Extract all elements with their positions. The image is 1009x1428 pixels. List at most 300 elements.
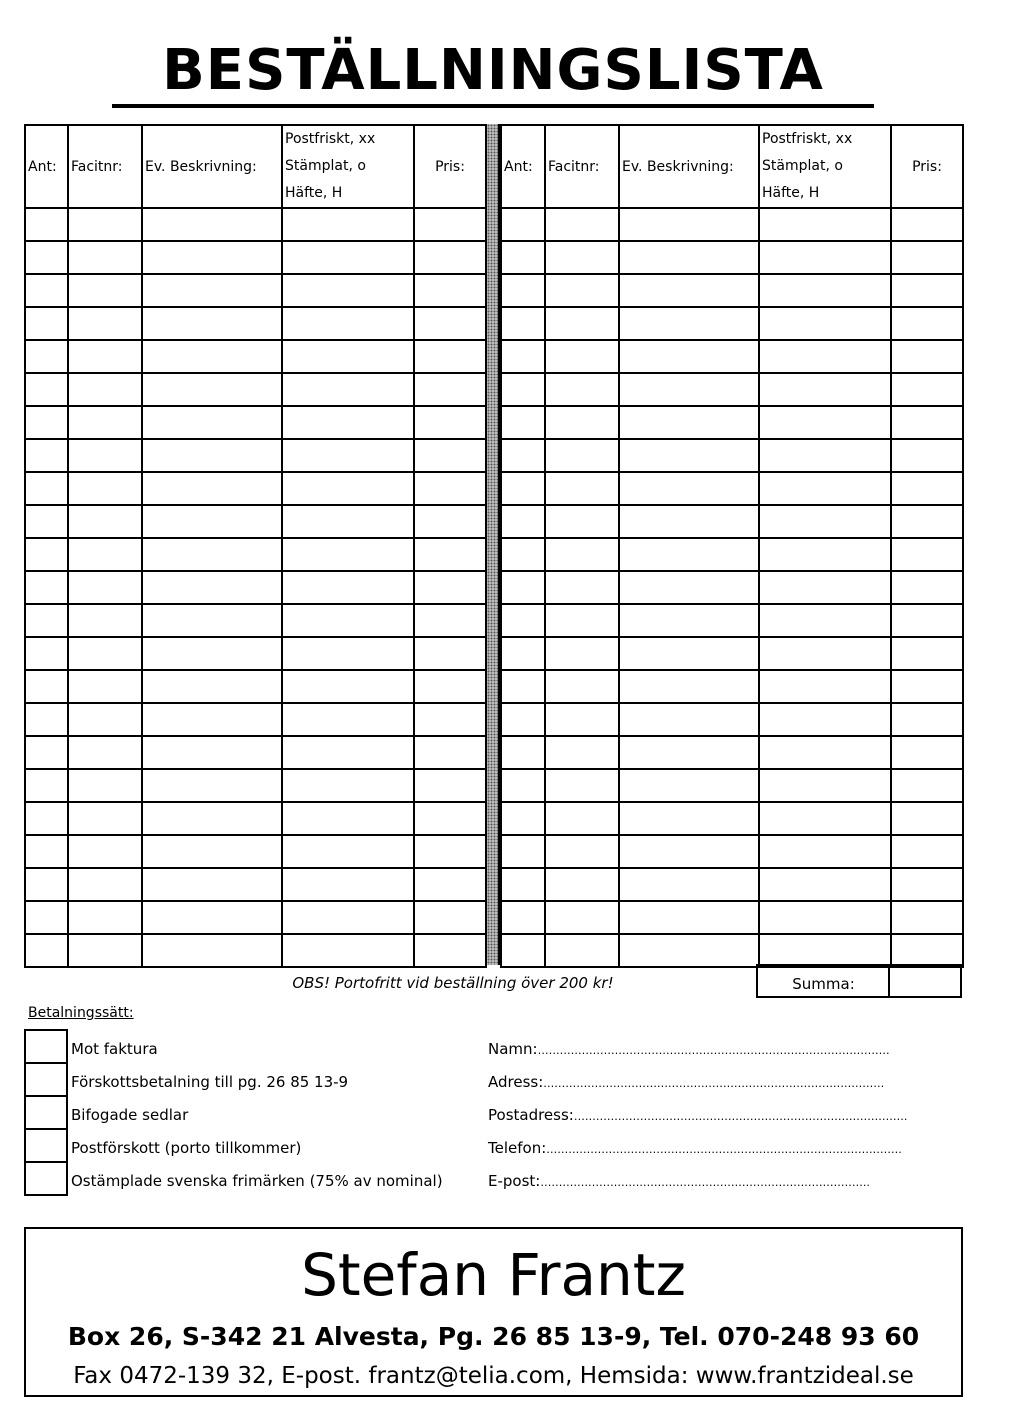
table-cell[interactable] bbox=[414, 571, 486, 604]
table-cell[interactable] bbox=[25, 604, 68, 637]
table-cell[interactable] bbox=[891, 835, 963, 868]
table-cell[interactable] bbox=[414, 307, 486, 340]
table-cell[interactable] bbox=[142, 835, 282, 868]
table-cell[interactable] bbox=[414, 934, 486, 967]
table-cell[interactable] bbox=[282, 538, 414, 571]
address-field[interactable] bbox=[488, 1072, 884, 1094]
header-condition-line: Stämplat, o bbox=[285, 158, 366, 174]
table-cell[interactable] bbox=[68, 208, 142, 241]
table-row bbox=[25, 835, 486, 868]
table-cell[interactable] bbox=[545, 373, 619, 406]
table-cell[interactable] bbox=[619, 439, 759, 472]
table-cell[interactable] bbox=[282, 505, 414, 538]
table-cell[interactable] bbox=[891, 472, 963, 505]
table-cell[interactable] bbox=[619, 538, 759, 571]
table-cell[interactable] bbox=[142, 901, 282, 934]
table-cell[interactable] bbox=[619, 736, 759, 769]
table-row bbox=[25, 472, 486, 505]
table-cell[interactable] bbox=[142, 406, 282, 439]
dotted-line: ………………………………………………………………………………… bbox=[543, 1077, 885, 1090]
table-cell[interactable] bbox=[759, 208, 891, 241]
table-cell[interactable] bbox=[414, 439, 486, 472]
table-cell[interactable] bbox=[759, 307, 891, 340]
table-cell[interactable] bbox=[759, 835, 891, 868]
table-cell[interactable] bbox=[759, 241, 891, 274]
table-cell[interactable] bbox=[891, 274, 963, 307]
table-cell[interactable] bbox=[545, 571, 619, 604]
table-cell[interactable] bbox=[501, 802, 545, 835]
order-table-right bbox=[500, 124, 964, 968]
table-cell[interactable] bbox=[501, 373, 545, 406]
table-cell[interactable] bbox=[142, 604, 282, 637]
table-cell[interactable] bbox=[891, 406, 963, 439]
table-cell[interactable] bbox=[142, 637, 282, 670]
table-cell[interactable] bbox=[68, 637, 142, 670]
table-cell[interactable] bbox=[25, 769, 68, 802]
table-cell[interactable] bbox=[891, 439, 963, 472]
table-row bbox=[25, 637, 486, 670]
table-row bbox=[501, 307, 963, 340]
table-cell[interactable] bbox=[142, 769, 282, 802]
table-cell[interactable] bbox=[142, 340, 282, 373]
table-cell[interactable] bbox=[545, 307, 619, 340]
table-cell[interactable] bbox=[545, 538, 619, 571]
header-pris: Pris: bbox=[414, 125, 486, 208]
table-cell[interactable] bbox=[142, 670, 282, 703]
summa-field[interactable] bbox=[888, 964, 962, 998]
table-cell[interactable] bbox=[142, 703, 282, 736]
table-cell[interactable] bbox=[25, 835, 68, 868]
table-cell[interactable] bbox=[501, 208, 545, 241]
table-cell[interactable] bbox=[25, 670, 68, 703]
table-cell[interactable] bbox=[414, 769, 486, 802]
table-cell[interactable] bbox=[68, 307, 142, 340]
header-ant: Ant: bbox=[25, 125, 68, 208]
table-cell[interactable] bbox=[501, 241, 545, 274]
table-cell[interactable] bbox=[891, 703, 963, 736]
dotted-line: ………………………………………………………………………………. bbox=[573, 1110, 908, 1123]
header-condition-line: Stämplat, o bbox=[762, 158, 843, 174]
table-cell[interactable] bbox=[545, 505, 619, 538]
table-cell[interactable] bbox=[142, 373, 282, 406]
table-cell[interactable] bbox=[25, 901, 68, 934]
table-cell[interactable] bbox=[68, 736, 142, 769]
table-cell[interactable] bbox=[759, 373, 891, 406]
table-cell[interactable] bbox=[414, 472, 486, 505]
dotted-line: ……………………………………………………………………………………. bbox=[546, 1143, 902, 1156]
table-cell[interactable] bbox=[68, 406, 142, 439]
table-cell[interactable] bbox=[282, 340, 414, 373]
payment-option-label: Postförskott (porto tillkommer) bbox=[71, 1139, 302, 1157]
table-cell[interactable] bbox=[619, 505, 759, 538]
table-cell[interactable] bbox=[25, 274, 68, 307]
table-row bbox=[501, 868, 963, 901]
table-cell[interactable] bbox=[501, 703, 545, 736]
table-cell[interactable] bbox=[25, 208, 68, 241]
table-row bbox=[501, 802, 963, 835]
name-field[interactable] bbox=[488, 1039, 890, 1061]
table-cell[interactable] bbox=[545, 901, 619, 934]
table-cell[interactable] bbox=[759, 769, 891, 802]
table-row bbox=[501, 538, 963, 571]
table-cell[interactable] bbox=[759, 472, 891, 505]
table-cell[interactable] bbox=[501, 769, 545, 802]
table-cell[interactable] bbox=[25, 736, 68, 769]
table-cell[interactable] bbox=[282, 637, 414, 670]
table-cell[interactable] bbox=[142, 505, 282, 538]
table-cell[interactable] bbox=[414, 736, 486, 769]
table-cell[interactable] bbox=[414, 835, 486, 868]
table-cell[interactable] bbox=[282, 736, 414, 769]
table-cell[interactable] bbox=[142, 307, 282, 340]
table-cell[interactable] bbox=[891, 208, 963, 241]
table-cell[interactable] bbox=[414, 802, 486, 835]
table-cell[interactable] bbox=[891, 571, 963, 604]
payment-heading: Betalningssätt: bbox=[28, 1005, 134, 1021]
table-cell[interactable] bbox=[414, 637, 486, 670]
table-cell[interactable] bbox=[501, 274, 545, 307]
table-cell[interactable] bbox=[545, 769, 619, 802]
table-row bbox=[25, 604, 486, 637]
table-cell[interactable] bbox=[142, 274, 282, 307]
table-cell[interactable] bbox=[619, 670, 759, 703]
table-cell[interactable] bbox=[68, 538, 142, 571]
table-cell[interactable] bbox=[545, 736, 619, 769]
table-cell[interactable] bbox=[619, 934, 759, 967]
table-cell[interactable] bbox=[545, 340, 619, 373]
table-cell[interactable] bbox=[759, 736, 891, 769]
email-field[interactable] bbox=[488, 1171, 870, 1193]
table-cell[interactable] bbox=[414, 406, 486, 439]
table-cell[interactable] bbox=[545, 703, 619, 736]
email-label: E-post: bbox=[488, 1172, 541, 1190]
table-cell[interactable] bbox=[414, 703, 486, 736]
table-row bbox=[25, 307, 486, 340]
table-cell[interactable] bbox=[759, 604, 891, 637]
table-cell[interactable] bbox=[142, 208, 282, 241]
table-cell[interactable] bbox=[891, 934, 963, 967]
table-cell[interactable] bbox=[414, 241, 486, 274]
table-row bbox=[25, 241, 486, 274]
table-cell[interactable] bbox=[545, 406, 619, 439]
table-cell[interactable] bbox=[282, 571, 414, 604]
table-cell[interactable] bbox=[759, 901, 891, 934]
table-cell[interactable] bbox=[414, 901, 486, 934]
table-cell[interactable] bbox=[501, 439, 545, 472]
table-cell[interactable] bbox=[759, 868, 891, 901]
table-cell[interactable] bbox=[891, 373, 963, 406]
table-cell[interactable] bbox=[68, 373, 142, 406]
table-cell[interactable] bbox=[545, 241, 619, 274]
table-cell[interactable] bbox=[414, 274, 486, 307]
table-cell[interactable] bbox=[25, 571, 68, 604]
table-cell[interactable] bbox=[68, 439, 142, 472]
table-cell[interactable] bbox=[25, 703, 68, 736]
table-cell[interactable] bbox=[891, 241, 963, 274]
table-cell[interactable] bbox=[142, 472, 282, 505]
table-cell[interactable] bbox=[25, 802, 68, 835]
phone-field[interactable] bbox=[488, 1138, 902, 1160]
table-cell[interactable] bbox=[759, 802, 891, 835]
table-cell[interactable] bbox=[891, 637, 963, 670]
table-cell[interactable] bbox=[68, 670, 142, 703]
table-cell[interactable] bbox=[759, 934, 891, 967]
table-cell[interactable] bbox=[282, 439, 414, 472]
table-row bbox=[25, 274, 486, 307]
table-cell[interactable] bbox=[142, 538, 282, 571]
table-cell[interactable] bbox=[759, 340, 891, 373]
table-cell[interactable] bbox=[414, 208, 486, 241]
table-row bbox=[501, 835, 963, 868]
table-row bbox=[501, 472, 963, 505]
table-cell[interactable] bbox=[545, 802, 619, 835]
table-cell[interactable] bbox=[619, 604, 759, 637]
table-cell[interactable] bbox=[282, 241, 414, 274]
table-cell[interactable] bbox=[25, 340, 68, 373]
table-cell[interactable] bbox=[501, 670, 545, 703]
table-cell[interactable] bbox=[414, 340, 486, 373]
table-cell[interactable] bbox=[891, 769, 963, 802]
table-cell[interactable] bbox=[68, 241, 142, 274]
table-row bbox=[501, 571, 963, 604]
table-cell[interactable] bbox=[282, 835, 414, 868]
table-cell[interactable] bbox=[619, 340, 759, 373]
table-header-row bbox=[25, 125, 486, 208]
table-cell[interactable] bbox=[501, 472, 545, 505]
table-cell[interactable] bbox=[68, 472, 142, 505]
table-cell[interactable] bbox=[25, 472, 68, 505]
table-cell[interactable] bbox=[142, 868, 282, 901]
table-cell[interactable] bbox=[759, 670, 891, 703]
table-cell[interactable] bbox=[619, 703, 759, 736]
header-beskrivning: Ev. Beskrivning: bbox=[142, 125, 282, 208]
table-cell[interactable] bbox=[25, 868, 68, 901]
table-cell[interactable] bbox=[282, 703, 414, 736]
table-cell[interactable] bbox=[68, 604, 142, 637]
footer-address-line: Box 26, S-342 21 Alvesta, Pg. 26 85 13-9, Tel. 070-248 93 60 bbox=[67, 1322, 920, 1351]
table-cell[interactable] bbox=[619, 241, 759, 274]
table-cell[interactable] bbox=[501, 604, 545, 637]
table-cell[interactable] bbox=[68, 901, 142, 934]
table-body-right bbox=[501, 208, 963, 967]
table-cell[interactable] bbox=[68, 802, 142, 835]
table-cell[interactable] bbox=[501, 406, 545, 439]
table-cell[interactable] bbox=[759, 439, 891, 472]
table-cell[interactable] bbox=[282, 802, 414, 835]
table-row bbox=[25, 736, 486, 769]
table-cell[interactable] bbox=[619, 406, 759, 439]
table-cell[interactable] bbox=[501, 571, 545, 604]
table-cell[interactable] bbox=[25, 307, 68, 340]
page-title: BESTÄLLNINGSLISTA bbox=[112, 38, 874, 108]
table-cell[interactable] bbox=[545, 439, 619, 472]
table-cell[interactable] bbox=[545, 637, 619, 670]
name-label: Namn: bbox=[488, 1040, 538, 1058]
table-cell[interactable] bbox=[501, 901, 545, 934]
table-cell[interactable] bbox=[282, 373, 414, 406]
table-cell[interactable] bbox=[282, 307, 414, 340]
table-cell[interactable] bbox=[759, 637, 891, 670]
table-cell[interactable] bbox=[619, 373, 759, 406]
table-cell[interactable] bbox=[68, 868, 142, 901]
table-cell[interactable] bbox=[891, 307, 963, 340]
table-row bbox=[25, 538, 486, 571]
table-cell[interactable] bbox=[891, 901, 963, 934]
summa-label: Summa: bbox=[756, 964, 889, 998]
table-cell[interactable] bbox=[501, 307, 545, 340]
table-cell[interactable] bbox=[619, 472, 759, 505]
table-cell[interactable] bbox=[414, 670, 486, 703]
table-cell[interactable] bbox=[68, 274, 142, 307]
table-cell[interactable] bbox=[68, 505, 142, 538]
table-cell[interactable] bbox=[759, 703, 891, 736]
table-cell[interactable] bbox=[891, 802, 963, 835]
table-cell[interactable] bbox=[545, 670, 619, 703]
table-cell[interactable] bbox=[25, 406, 68, 439]
table-row bbox=[25, 373, 486, 406]
table-cell[interactable] bbox=[545, 868, 619, 901]
table-cell[interactable] bbox=[891, 604, 963, 637]
table-row bbox=[25, 901, 486, 934]
table-cell[interactable] bbox=[282, 769, 414, 802]
header-beskrivning: Ev. Beskrivning: bbox=[619, 125, 759, 208]
table-cell[interactable] bbox=[282, 868, 414, 901]
payment-option-label: Mot faktura bbox=[71, 1040, 158, 1058]
payment-option-label: Ostämplade svenska frimärken (75% av nominal) bbox=[71, 1172, 443, 1190]
table-row bbox=[501, 439, 963, 472]
table-cell[interactable] bbox=[545, 934, 619, 967]
table-cell[interactable] bbox=[501, 934, 545, 967]
table-body-left bbox=[25, 208, 486, 967]
table-cell[interactable] bbox=[282, 472, 414, 505]
table-cell[interactable] bbox=[414, 538, 486, 571]
table-cell[interactable] bbox=[25, 637, 68, 670]
column-separator bbox=[485, 124, 500, 965]
table-cell[interactable] bbox=[619, 571, 759, 604]
table-cell[interactable] bbox=[142, 571, 282, 604]
table-cell[interactable] bbox=[891, 505, 963, 538]
table-cell[interactable] bbox=[282, 604, 414, 637]
table-cell[interactable] bbox=[619, 307, 759, 340]
table-cell[interactable] bbox=[545, 472, 619, 505]
table-row bbox=[25, 934, 486, 967]
table-row bbox=[501, 934, 963, 967]
table-cell[interactable] bbox=[501, 538, 545, 571]
payment-checkbox[interactable] bbox=[24, 1095, 68, 1130]
payment-checkbox[interactable] bbox=[24, 1128, 68, 1163]
table-cell[interactable] bbox=[282, 934, 414, 967]
table-cell[interactable] bbox=[282, 406, 414, 439]
table-cell[interactable] bbox=[282, 208, 414, 241]
table-cell[interactable] bbox=[68, 340, 142, 373]
table-cell[interactable] bbox=[414, 868, 486, 901]
table-cell[interactable] bbox=[282, 670, 414, 703]
payment-checkbox[interactable] bbox=[24, 1062, 68, 1097]
table-row bbox=[25, 802, 486, 835]
header-condition-line: Postfriskt, xx bbox=[762, 131, 853, 147]
order-table-left bbox=[24, 124, 487, 968]
table-cell[interactable] bbox=[142, 241, 282, 274]
table-cell[interactable] bbox=[25, 538, 68, 571]
table-cell[interactable] bbox=[619, 868, 759, 901]
table-cell[interactable] bbox=[414, 604, 486, 637]
table-cell[interactable] bbox=[891, 538, 963, 571]
table-cell[interactable] bbox=[619, 274, 759, 307]
table-cell[interactable] bbox=[414, 505, 486, 538]
table-cell[interactable] bbox=[545, 835, 619, 868]
table-cell[interactable] bbox=[501, 736, 545, 769]
table-cell[interactable] bbox=[142, 802, 282, 835]
table-cell[interactable] bbox=[619, 637, 759, 670]
payment-checkbox[interactable] bbox=[24, 1161, 68, 1196]
table-cell[interactable] bbox=[142, 736, 282, 769]
table-cell[interactable] bbox=[759, 274, 891, 307]
table-cell[interactable] bbox=[25, 934, 68, 967]
dotted-line: …………………………………………………………………………………… bbox=[537, 1044, 890, 1057]
payment-checkbox[interactable] bbox=[24, 1029, 68, 1064]
table-cell[interactable] bbox=[619, 769, 759, 802]
table-cell[interactable] bbox=[891, 736, 963, 769]
footer-contact-line: Fax 0472-139 32, E-post. frantz@telia.com, Hemsida: www.frantzideal.se bbox=[73, 1363, 914, 1389]
table-row bbox=[501, 769, 963, 802]
table-cell[interactable] bbox=[501, 868, 545, 901]
table-cell[interactable] bbox=[282, 901, 414, 934]
table-cell[interactable] bbox=[68, 571, 142, 604]
table-cell[interactable] bbox=[282, 274, 414, 307]
table-cell[interactable] bbox=[891, 670, 963, 703]
table-cell[interactable] bbox=[25, 439, 68, 472]
table-cell[interactable] bbox=[619, 802, 759, 835]
table-cell[interactable] bbox=[619, 901, 759, 934]
table-cell[interactable] bbox=[68, 769, 142, 802]
table-cell[interactable] bbox=[619, 835, 759, 868]
table-cell[interactable] bbox=[501, 835, 545, 868]
table-cell[interactable] bbox=[501, 505, 545, 538]
table-cell[interactable] bbox=[545, 274, 619, 307]
table-cell[interactable] bbox=[619, 208, 759, 241]
table-cell[interactable] bbox=[68, 835, 142, 868]
postal-address-field[interactable] bbox=[488, 1105, 907, 1127]
table-cell[interactable] bbox=[759, 538, 891, 571]
header-condition-line: Häfte, H bbox=[762, 185, 820, 201]
table-cell[interactable] bbox=[25, 505, 68, 538]
table-cell[interactable] bbox=[545, 208, 619, 241]
table-cell[interactable] bbox=[891, 868, 963, 901]
header-facitnr: Facitnr: bbox=[545, 125, 619, 208]
header-condition-line: Häfte, H bbox=[285, 185, 343, 201]
table-cell[interactable] bbox=[759, 505, 891, 538]
table-cell[interactable] bbox=[68, 703, 142, 736]
table-cell[interactable] bbox=[414, 373, 486, 406]
table-cell[interactable] bbox=[142, 934, 282, 967]
table-cell[interactable] bbox=[759, 571, 891, 604]
table-row bbox=[501, 208, 963, 241]
table-cell[interactable] bbox=[501, 340, 545, 373]
table-cell[interactable] bbox=[501, 637, 545, 670]
table-cell[interactable] bbox=[142, 439, 282, 472]
table-cell[interactable] bbox=[759, 406, 891, 439]
table-cell[interactable] bbox=[25, 373, 68, 406]
table-cell[interactable] bbox=[891, 340, 963, 373]
table-cell[interactable] bbox=[25, 241, 68, 274]
header-facitnr: Facitnr: bbox=[68, 125, 142, 208]
postal-address-label: Postadress: bbox=[488, 1106, 574, 1124]
table-cell[interactable] bbox=[545, 604, 619, 637]
table-cell[interactable] bbox=[68, 934, 142, 967]
footer-box bbox=[24, 1227, 963, 1397]
address-label: Adress: bbox=[488, 1073, 544, 1091]
table-row bbox=[501, 604, 963, 637]
